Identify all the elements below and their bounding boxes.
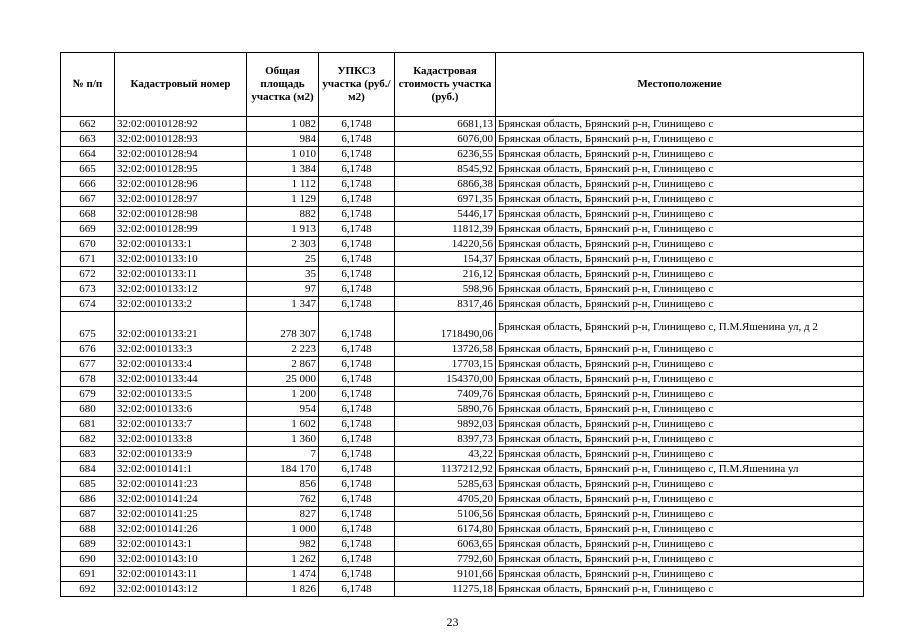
table-row (61, 372, 864, 387)
table-row (61, 537, 864, 552)
cell-num: 686 (61, 492, 115, 507)
table-row (61, 282, 864, 297)
table-row (61, 132, 864, 147)
cell-cadastral: 32:02:0010128:98 (115, 207, 247, 222)
cell-num: 679 (61, 387, 115, 402)
table-row (61, 222, 864, 237)
cell-cadastral: 32:02:0010133:8 (115, 432, 247, 447)
cell-area: 1 826 (247, 582, 319, 597)
cell-num: 682 (61, 432, 115, 447)
cell-location: Брянская область, Брянский р-н, Глинищево с (496, 537, 864, 552)
cell-area: 1 360 (247, 432, 319, 447)
table-row (61, 162, 864, 177)
cell-cost: 5890,76 (395, 402, 496, 417)
cell-cadastral: 32:02:0010141:1 (115, 462, 247, 477)
table-row (61, 567, 864, 582)
cell-rate: 6,1748 (319, 372, 395, 387)
cell-num: 688 (61, 522, 115, 537)
cell-area: 1 000 (247, 522, 319, 537)
table-row (61, 477, 864, 492)
cell-cadastral: 32:02:0010143:11 (115, 567, 247, 582)
cell-area: 2 223 (247, 342, 319, 357)
cell-cadastral: 32:02:0010133:6 (115, 402, 247, 417)
cell-cadastral: 32:02:0010128:96 (115, 177, 247, 192)
cell-cost: 7409,76 (395, 387, 496, 402)
cell-location: Брянская область, Брянский р-н, Глинищево с (496, 402, 864, 417)
cell-num: 663 (61, 132, 115, 147)
cell-location: Брянская область, Брянский р-н, Глинищево с (496, 567, 864, 582)
cell-cost: 6681,13 (395, 117, 496, 132)
cell-area: 762 (247, 492, 319, 507)
cell-cadastral: 32:02:0010128:93 (115, 132, 247, 147)
cell-area: 954 (247, 402, 319, 417)
cell-cost: 14220,56 (395, 237, 496, 252)
cell-area: 856 (247, 477, 319, 492)
header-cost: Кадастровая стоимость участка (руб.) (395, 53, 496, 117)
table-row (61, 582, 864, 597)
header-location: Местоположение (496, 53, 864, 117)
cell-cost: 6971,35 (395, 192, 496, 207)
cell-rate: 6,1748 (319, 297, 395, 312)
cell-rate: 6,1748 (319, 147, 395, 162)
table-row (61, 522, 864, 537)
cell-cost: 7792,60 (395, 552, 496, 567)
cell-cost: 5446,17 (395, 207, 496, 222)
cell-num: 668 (61, 207, 115, 222)
cell-cost: 1718490,06 (395, 312, 496, 342)
cell-num: 684 (61, 462, 115, 477)
cell-cost: 6063,65 (395, 537, 496, 552)
cell-cadastral: 32:02:0010133:10 (115, 252, 247, 267)
cell-cadastral: 32:02:0010128:99 (115, 222, 247, 237)
table-row (61, 387, 864, 402)
cell-cadastral: 32:02:0010128:95 (115, 162, 247, 177)
cell-area: 97 (247, 282, 319, 297)
cell-num: 677 (61, 357, 115, 372)
cell-cadastral: 32:02:0010133:3 (115, 342, 247, 357)
cell-location: Брянская область, Брянский р-н, Глинищево с (496, 222, 864, 237)
table-row (61, 402, 864, 417)
cell-cadastral: 32:02:0010133:21 (115, 312, 247, 342)
cell-num: 664 (61, 147, 115, 162)
cell-location: Брянская область, Брянский р-н, Глинищево с (496, 447, 864, 462)
table-row (61, 342, 864, 357)
cell-cost: 5106,56 (395, 507, 496, 522)
cell-location: Брянская область, Брянский р-н, Глинищево с (496, 147, 864, 162)
cell-num: 680 (61, 402, 115, 417)
cell-cost: 8397,73 (395, 432, 496, 447)
cell-area: 1 347 (247, 297, 319, 312)
table-row (61, 267, 864, 282)
cell-location: Брянская область, Брянский р-н, Глинищево с (496, 117, 864, 132)
cell-location: Брянская область, Брянский р-н, Глинищево с (496, 552, 864, 567)
cell-area: 1 010 (247, 147, 319, 162)
table-row (61, 177, 864, 192)
cell-location: Брянская область, Брянский р-н, Глинищево с (496, 267, 864, 282)
cell-cost: 154,37 (395, 252, 496, 267)
cell-rate: 6,1748 (319, 312, 395, 342)
cell-cadastral: 32:02:0010133:11 (115, 267, 247, 282)
cell-num: 690 (61, 552, 115, 567)
cell-area: 184 170 (247, 462, 319, 477)
header-cadastral: Кадастровый номер (115, 53, 247, 117)
cell-area: 2 867 (247, 357, 319, 372)
cell-cost: 11812,39 (395, 222, 496, 237)
cell-location: Брянская область, Брянский р-н, Глинищево с (496, 252, 864, 267)
cell-location: Брянская область, Брянский р-н, Глинищево с, П.М.Яшенина ул (496, 462, 864, 477)
cell-location: Брянская область, Брянский р-н, Глинищево с (496, 417, 864, 432)
cell-rate: 6,1748 (319, 537, 395, 552)
header-row (61, 53, 864, 117)
cell-rate: 6,1748 (319, 252, 395, 267)
cell-rate: 6,1748 (319, 162, 395, 177)
cell-num: 689 (61, 537, 115, 552)
cell-num: 669 (61, 222, 115, 237)
header-rate: УПКСЗ участка (руб./м2) (319, 53, 395, 117)
cell-location: Брянская область, Брянский р-н, Глинищево с (496, 282, 864, 297)
cell-area: 25 000 (247, 372, 319, 387)
cell-cost: 6174,80 (395, 522, 496, 537)
cell-num: 676 (61, 342, 115, 357)
cell-num: 683 (61, 447, 115, 462)
table-row (61, 252, 864, 267)
cell-cost: 5285,63 (395, 477, 496, 492)
cell-area: 35 (247, 267, 319, 282)
cell-location: Брянская область, Брянский р-н, Глинищево с (496, 432, 864, 447)
cell-cadastral: 32:02:0010143:12 (115, 582, 247, 597)
cell-area: 984 (247, 132, 319, 147)
table-row (61, 462, 864, 477)
table-row (61, 447, 864, 462)
cell-cost: 17703,15 (395, 357, 496, 372)
cell-num: 685 (61, 477, 115, 492)
cell-num: 670 (61, 237, 115, 252)
cell-cost: 216,12 (395, 267, 496, 282)
table-row (61, 207, 864, 222)
cell-location: Брянская область, Брянский р-н, Глинищево с (496, 357, 864, 372)
cell-area: 1 384 (247, 162, 319, 177)
cell-cost: 6236,55 (395, 147, 496, 162)
cell-location: Брянская область, Брянский р-н, Глинищево с (496, 522, 864, 537)
cell-rate: 6,1748 (319, 492, 395, 507)
cell-cadastral: 32:02:0010133:44 (115, 372, 247, 387)
cell-cadastral: 32:02:0010133:9 (115, 447, 247, 462)
cell-location: Брянская область, Брянский р-н, Глинищево с (496, 492, 864, 507)
cell-cost: 598,96 (395, 282, 496, 297)
cell-area: 982 (247, 537, 319, 552)
cell-rate: 6,1748 (319, 417, 395, 432)
cell-cadastral: 32:02:0010133:4 (115, 357, 247, 372)
cell-area: 827 (247, 507, 319, 522)
cell-location: Брянская область, Брянский р-н, Глинищево с (496, 477, 864, 492)
table-row (61, 297, 864, 312)
table-row (61, 192, 864, 207)
cell-cadastral: 32:02:0010141:26 (115, 522, 247, 537)
cell-cost: 1137212,92 (395, 462, 496, 477)
cell-cost: 9892,03 (395, 417, 496, 432)
cell-location: Брянская область, Брянский р-н, Глинищево с (496, 342, 864, 357)
table-row (61, 117, 864, 132)
cell-num: 675 (61, 312, 115, 342)
table-row (61, 417, 864, 432)
cell-cost: 11275,18 (395, 582, 496, 597)
cell-location: Брянская область, Брянский р-н, Глинищево с (496, 162, 864, 177)
header-num: № п/п (61, 53, 115, 117)
cell-location: Брянская область, Брянский р-н, Глинищево с (496, 387, 864, 402)
cell-cost: 8545,92 (395, 162, 496, 177)
table-row (61, 432, 864, 447)
cell-cost: 6866,38 (395, 177, 496, 192)
table-body (61, 117, 864, 597)
cell-cost: 13726,58 (395, 342, 496, 357)
cell-num: 671 (61, 252, 115, 267)
cell-num: 662 (61, 117, 115, 132)
cell-area: 1 129 (247, 192, 319, 207)
cell-cadastral: 32:02:0010133:5 (115, 387, 247, 402)
cell-rate: 6,1748 (319, 582, 395, 597)
table-row (61, 357, 864, 372)
cell-cadastral: 32:02:0010143:10 (115, 552, 247, 567)
cell-cost: 43,22 (395, 447, 496, 462)
cell-cadastral: 32:02:0010141:24 (115, 492, 247, 507)
cell-rate: 6,1748 (319, 132, 395, 147)
cell-cadastral: 32:02:0010141:23 (115, 477, 247, 492)
cell-num: 692 (61, 582, 115, 597)
cell-location: Брянская область, Брянский р-н, Глинищево с (496, 372, 864, 387)
cell-area: 882 (247, 207, 319, 222)
cell-rate: 6,1748 (319, 222, 395, 237)
cell-cadastral: 32:02:0010133:1 (115, 237, 247, 252)
cell-location: Брянская область, Брянский р-н, Глинищево с (496, 207, 864, 222)
table-header (61, 53, 864, 117)
page-number: 23 (446, 615, 459, 629)
cell-num: 673 (61, 282, 115, 297)
cell-cadastral: 32:02:0010133:2 (115, 297, 247, 312)
cadastral-table (60, 52, 864, 597)
cell-cadastral: 32:02:0010133:7 (115, 417, 247, 432)
cell-location: Брянская область, Брянский р-н, Глинищево с (496, 132, 864, 147)
cell-location: Брянская область, Брянский р-н, Глинищево с (496, 507, 864, 522)
cell-num: 672 (61, 267, 115, 282)
cell-rate: 6,1748 (319, 177, 395, 192)
cell-area: 1 262 (247, 552, 319, 567)
cell-rate: 6,1748 (319, 402, 395, 417)
cell-area: 1 112 (247, 177, 319, 192)
cell-cadastral: 32:02:0010128:97 (115, 192, 247, 207)
cell-cost: 4705,20 (395, 492, 496, 507)
cell-num: 691 (61, 567, 115, 582)
cell-cadastral: 32:02:0010128:92 (115, 117, 247, 132)
cell-cost: 154370,00 (395, 372, 496, 387)
cell-cadastral: 32:02:0010133:12 (115, 282, 247, 297)
cell-num: 674 (61, 297, 115, 312)
cell-area: 2 303 (247, 237, 319, 252)
cell-num: 681 (61, 417, 115, 432)
cell-rate: 6,1748 (319, 267, 395, 282)
cell-cost: 9101,66 (395, 567, 496, 582)
cell-rate: 6,1748 (319, 192, 395, 207)
cell-area: 1 474 (247, 567, 319, 582)
cell-cost: 6076,00 (395, 132, 496, 147)
cell-rate: 6,1748 (319, 387, 395, 402)
cell-rate: 6,1748 (319, 477, 395, 492)
cell-location: Брянская область, Брянский р-н, Глинищево с (496, 192, 864, 207)
cell-location: Брянская область, Брянский р-н, Глинищево с (496, 297, 864, 312)
table-row (61, 507, 864, 522)
cell-area: 7 (247, 447, 319, 462)
cell-area: 278 307 (247, 312, 319, 342)
cell-area: 1 200 (247, 387, 319, 402)
cell-area: 1 602 (247, 417, 319, 432)
cell-cadastral: 32:02:0010128:94 (115, 147, 247, 162)
cell-num: 666 (61, 177, 115, 192)
cell-rate: 6,1748 (319, 462, 395, 477)
cell-rate: 6,1748 (319, 522, 395, 537)
table-row (61, 147, 864, 162)
cell-rate: 6,1748 (319, 342, 395, 357)
table-row (61, 552, 864, 567)
cell-location: Брянская область, Брянский р-н, Глинищево с (496, 237, 864, 252)
cell-location: Брянская область, Брянский р-н, Глинищево с, П.М.Яшенина ул, д 2 (496, 312, 864, 342)
cell-num: 667 (61, 192, 115, 207)
cell-cost: 8317,46 (395, 297, 496, 312)
cell-rate: 6,1748 (319, 357, 395, 372)
cell-rate: 6,1748 (319, 117, 395, 132)
cell-location: Брянская область, Брянский р-н, Глинищево с (496, 177, 864, 192)
cell-area: 25 (247, 252, 319, 267)
cell-cadastral: 32:02:0010141:25 (115, 507, 247, 522)
cell-area: 1 082 (247, 117, 319, 132)
cell-rate: 6,1748 (319, 282, 395, 297)
table-row (61, 492, 864, 507)
cell-rate: 6,1748 (319, 237, 395, 252)
cell-rate: 6,1748 (319, 207, 395, 222)
cell-num: 687 (61, 507, 115, 522)
cell-num: 678 (61, 372, 115, 387)
cell-rate: 6,1748 (319, 507, 395, 522)
cell-cadastral: 32:02:0010143:1 (115, 537, 247, 552)
cell-rate: 6,1748 (319, 552, 395, 567)
table-row (61, 237, 864, 252)
header-area: Общая площадь участка (м2) (247, 53, 319, 117)
cell-rate: 6,1748 (319, 432, 395, 447)
cell-rate: 6,1748 (319, 447, 395, 462)
table-row (61, 312, 864, 342)
cell-rate: 6,1748 (319, 567, 395, 582)
cell-location: Брянская область, Брянский р-н, Глинищево с (496, 582, 864, 597)
cell-area: 1 913 (247, 222, 319, 237)
cell-num: 665 (61, 162, 115, 177)
